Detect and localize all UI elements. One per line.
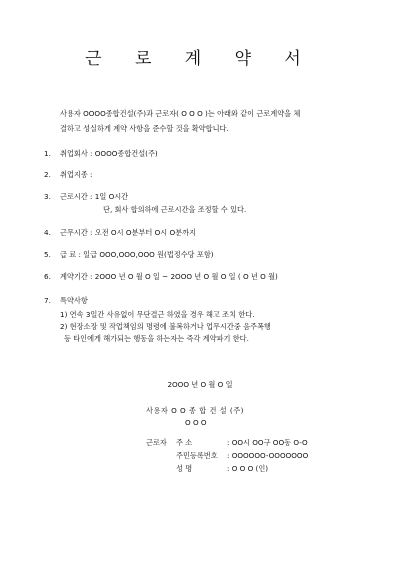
intro-line-1: 사용자 OOOO종합건설(주)과 근로자( O O O )는 아래와 같이 근로계약을 체 [60, 109, 301, 118]
item-text: 근무시간 : 오전 O시 O분부터 O시 O분까지 [60, 228, 196, 237]
item-number: 3. [44, 192, 51, 201]
worker-id-label: 주민등록번호 [176, 451, 218, 460]
worker-label: 근로자 [146, 438, 167, 447]
worker-name: : O O O (인) [227, 464, 269, 473]
worker-address-label: 주 소 [176, 438, 193, 447]
working-hours-note: 단, 회사 합의하에 근로시간을 조정할 수 있다. [103, 205, 247, 214]
item-text: 특약사항 [60, 296, 88, 305]
special-term-1: 1) 연속 3일간 사유없이 무단결근 하였을 경우 해고 조치 한다. [60, 310, 255, 319]
intro-line-2: 결하고 성실하게 계약 사항을 준수할 것을 확약합니다. [60, 124, 229, 133]
item-number: 6. [44, 272, 51, 281]
worker-name-label: 성 명 [176, 464, 193, 473]
employer-representative: O O O [185, 418, 207, 427]
item-text: 근로시간 : 1일 O시간 [60, 192, 129, 201]
item-number: 2. [44, 170, 51, 179]
item-text: 취업지종 : [60, 170, 93, 179]
employer-label: 사용자 O O 종 합 건 설 (주) [146, 406, 244, 415]
document-title: 근 로 계 약 서 [85, 49, 315, 69]
special-term-2: 2) 현장소장 및 작업책임의 명령에 불복하거나 업무시간중 음주폭행 [60, 322, 271, 331]
worker-id-number: : OOOOOO-OOOOOOO [227, 451, 309, 460]
item-number: 1. [44, 149, 51, 158]
worker-address: : OO시 OO구 OO동 O-O [227, 438, 308, 447]
item-text: 급 료 : 일급 OOO,OOO,OOO 원(법정수당 포함) [60, 250, 214, 259]
item-number: 4. [44, 228, 51, 237]
item-text: 계약기간 : 2OOO 년 O 월 O 일 ~ 2OOO 년 O 월 O 일 ( O 년 O 월) [60, 272, 278, 281]
contract-date: 2OOO 년 O 월 O 일 [167, 380, 233, 389]
item-number: 7. [44, 296, 51, 305]
special-term-2-cont: 등 타인에게 해가되는 행동을 하는자는 즉각 계약파기 한다. [64, 334, 249, 343]
item-number: 5. [44, 250, 51, 259]
item-text: 취업회사 : OOOO종합건설(주) [60, 149, 158, 158]
